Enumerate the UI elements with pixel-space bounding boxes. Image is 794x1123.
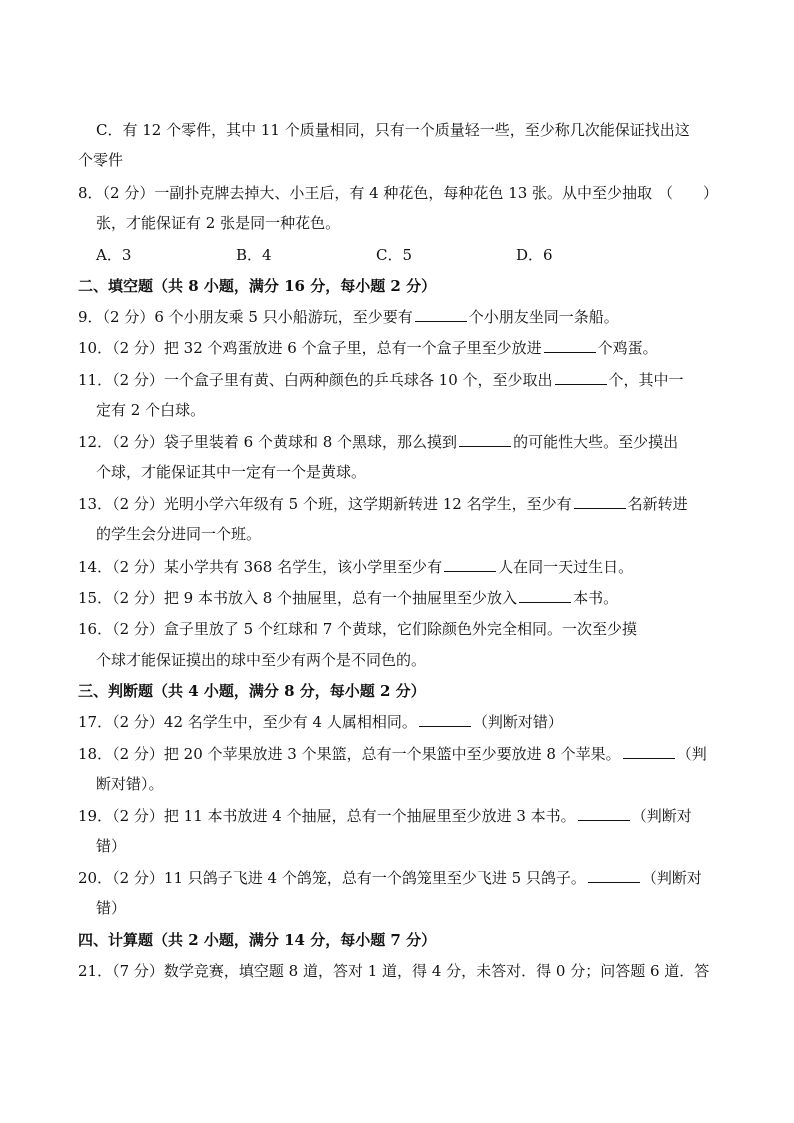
q9-text-a: 9．（2 分）6 个小朋友乘 5 只小船游玩，至少要有 (78, 308, 413, 326)
question-8-line1 (78, 183, 718, 203)
question-19-line2: 错） (96, 837, 127, 855)
q17-text-a: 17．（2 分）42 名学生中，至少有 4 人属相相同。 (78, 713, 417, 731)
q19-text-a: 19．（2 分）把 11 本书放进 4 个抽屉，总有一个抽屉里至少放进 3 本书。 (78, 807, 576, 825)
question-8-line2: 张，才能保证有 2 张是同一种花色。 (96, 214, 341, 232)
question-18-line1 (78, 744, 718, 764)
q15-text-a: 15．（2 分）把 9 本书放入 8 个抽屉里，总有一个抽屉里至少放入 (78, 589, 518, 607)
answer-blank (415, 307, 467, 322)
q13-text-a: 13．（2 分）光明小学六年级有 5 个班，这学期新转进 12 名学生，至少有 (78, 495, 572, 513)
question-11-line1 (78, 370, 718, 390)
question-12-line1 (78, 432, 718, 452)
q13-text-b: 名新转进 (627, 495, 688, 513)
question-16-line2: 个球才能保证摸出的球中至少有两个是不同色的。 (96, 651, 427, 669)
option-b: B．4 (236, 246, 272, 264)
q9-text-b: 个小朋友坐同一条船。 (468, 308, 619, 326)
question-9 (78, 307, 718, 327)
q10-text-a: 10．（2 分）把 32 个鸡蛋放进 6 个盒子里，总有一个盒子里至少放进 (78, 339, 542, 357)
q11-text-b: 个，其中一 (608, 371, 684, 389)
option-a: A．3 (96, 246, 132, 264)
question-8-text: 8．（2 分）一副扑克牌去掉大、小王后，有 4 种花色，每种花色 13 张。从中至少抽取 (78, 184, 653, 202)
section-heading-true-false: 三、判断题（共 4 小题，满分 8 分，每小题 2 分） (78, 682, 426, 700)
q7-option-c-line2: 个零件 (78, 151, 124, 169)
answer-blank (459, 432, 511, 447)
q12-text-a: 12．（2 分）袋子里装着 6 个黄球和 8 个黑球，那么摸到 (78, 433, 458, 451)
question-11-line2: 定有 2 个白球。 (96, 401, 206, 419)
question-20-line1 (78, 868, 718, 888)
question-12-line2: 个球，才能保证其中一定有一个是黄球。 (96, 463, 367, 481)
q18-text-a: 18．（2 分）把 20 个苹果放进 3 个果篮，总有一个果篮中至少要放进 8 个苹果。 (78, 745, 621, 763)
q18-text-b: （判 (676, 745, 707, 763)
question-8-options (96, 245, 736, 265)
question-13-line2: 的学生会分进同一个班。 (96, 525, 262, 543)
q11-text-a: 11．（2 分）一个盒子里有黄、白两种颜色的乒乓球各 10 个，至少取出 (78, 371, 553, 389)
question-15 (78, 588, 718, 608)
answer-blank (588, 868, 640, 883)
question-21-line1: 21．（7 分）数学竞赛，填空题 8 道，答对 1 道，得 4 分，未答对．得 0 分；问答题 6 道．答 (78, 962, 710, 980)
option-c: C．5 (376, 246, 413, 264)
question-14 (78, 557, 718, 577)
q10-text-b: 个鸡蛋。 (597, 339, 658, 357)
question-18-line2: 断对错）。 (96, 775, 164, 793)
question-17 (78, 712, 718, 732)
answer-blank (544, 338, 596, 353)
option-d: D．6 (516, 246, 553, 264)
q15-text-b: 本书。 (573, 589, 619, 607)
q14-text-a: 14．（2 分）某小学共有 368 名学生，该小学里至少有 (78, 558, 443, 576)
q12-text-b: 的可能性大些。至少摸出 (513, 433, 679, 451)
answer-paren: （ ） (657, 184, 718, 202)
q19-text-b: （判断对 (631, 807, 692, 825)
q17-text-b: （判断对错） (472, 713, 563, 731)
question-16-line1: 16．（2 分）盒子里放了 5 个红球和 7 个黄球，它们除颜色外完全相同。一次至少摸 (78, 620, 638, 638)
answer-blank (419, 712, 471, 727)
answer-blank (574, 494, 626, 509)
answer-blank (444, 557, 496, 572)
q20-text-b: （判断对 (641, 869, 702, 887)
answer-blank (623, 744, 675, 759)
answer-blank (519, 588, 571, 603)
answer-blank (555, 370, 607, 385)
answer-blank (578, 806, 630, 821)
q7-option-c-line1: C．有 12 个零件，其中 11 个质量相同，只有一个质量轻一些，至少称几次能保证找出这 (96, 121, 690, 139)
section-heading-calculation: 四、计算题（共 2 小题，满分 14 分，每小题 7 分） (78, 931, 437, 949)
q14-text-b: 人在同一天过生日。 (498, 558, 634, 576)
question-13-line1 (78, 494, 718, 514)
q20-text-a: 20．（2 分）11 只鸽子飞进 4 个鸽笼，总有一个鸽笼里至少飞进 5 只鸽子。 (78, 869, 586, 887)
question-10 (78, 338, 718, 358)
section-heading-fill-in: 二、填空题（共 8 小题，满分 16 分，每小题 2 分） (78, 277, 437, 295)
question-19-line1 (78, 806, 718, 826)
question-20-line2: 错） (96, 899, 127, 917)
